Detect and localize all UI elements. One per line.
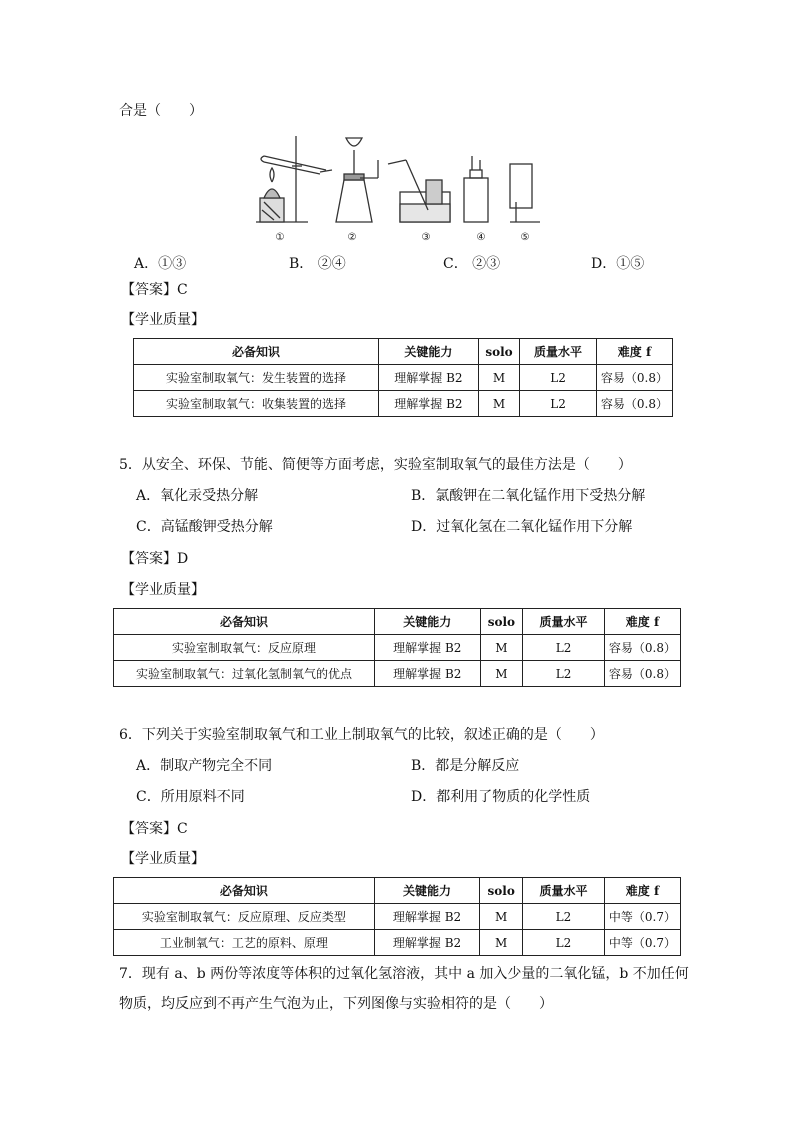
water-trough-icon — [388, 160, 450, 222]
table-cell: 理解掌握 B2 — [374, 930, 480, 956]
table-row — [134, 365, 673, 391]
conical-flask-icon — [336, 138, 378, 222]
table-cell: 容易（0.8） — [604, 661, 680, 687]
q6-option-a: A．制取产物完全不同 — [136, 758, 273, 774]
table-row — [114, 930, 681, 956]
q5-option-c: C．高锰酸钾受热分解 — [136, 519, 273, 535]
table-cell: 容易（0.8） — [596, 365, 672, 391]
header-cell: 关键能力 — [379, 339, 479, 365]
header-cell: solo — [480, 609, 523, 635]
q6-stem: 6．下列关于实验室制取氧气和工业上制取氧气的比较，叙述正确的是（ ） — [119, 727, 604, 743]
q4-stem-tail: 合是（ ） — [119, 103, 203, 119]
table-cell: L2 — [523, 661, 605, 687]
table-header-row — [134, 339, 673, 365]
table-cell: 容易（0.8） — [604, 635, 680, 661]
table-cell: 理解掌握 B2 — [379, 391, 479, 417]
header-cell: 质量水平 — [523, 609, 605, 635]
header-cell: 难度 f — [604, 609, 680, 635]
table-cell: 实验室制取氧气：过氧化氢制氧气的优点 — [114, 661, 375, 687]
q4-quality-label: 【学业质量】 — [121, 312, 205, 328]
q6-option-c: C．所用原料不同 — [136, 789, 245, 805]
q5-option-a: A．氧化汞受热分解 — [136, 488, 259, 504]
table-row — [134, 391, 673, 417]
table-cell: L2 — [520, 365, 597, 391]
header-cell: 必备知识 — [134, 339, 379, 365]
table-cell: M — [480, 904, 523, 930]
header-cell: solo — [480, 878, 523, 904]
table-cell: 实验室制取氧气：反应原理、反应类型 — [114, 904, 375, 930]
q4-option-d: D．①⑤ — [591, 256, 645, 272]
table-cell: 理解掌握 B2 — [374, 904, 480, 930]
figure-label-5: ⑤ — [520, 232, 530, 243]
q6-option-d: D．都利用了物质的化学性质 — [411, 789, 591, 805]
table-cell: L2 — [523, 930, 605, 956]
table-cell: 理解掌握 B2 — [375, 635, 480, 661]
figure-label-2: ② — [347, 232, 357, 243]
inverted-bottle-icon — [510, 164, 540, 222]
table-cell: 工业制氧气：工艺的原料、原理 — [114, 930, 375, 956]
q5-answer: 【答案】D — [121, 551, 189, 567]
q7-stem-line-2: 物质，均反应到不再产生气泡为止，下列图像与实验相符的是（ ） — [119, 996, 553, 1012]
heating-apparatus-icon — [256, 136, 332, 222]
gas-bottle-icon — [464, 156, 488, 222]
q4-answer: 【答案】C — [121, 282, 188, 298]
table-cell: 中等（0.7） — [604, 930, 680, 956]
header-cell: solo — [478, 339, 519, 365]
q6-quality-label: 【学业质量】 — [121, 851, 205, 867]
figure-label-3: ③ — [421, 232, 431, 243]
q5-stem: 5．从安全、环保、节能、简便等方面考虑，实验室制取氧气的最佳方法是（ ） — [119, 457, 632, 473]
table-cell: 实验室制取氧气：收集装置的选择 — [134, 391, 379, 417]
table-cell: L2 — [523, 635, 605, 661]
q6-quality-table — [113, 877, 681, 956]
table-cell: M — [480, 930, 523, 956]
table-cell: 理解掌握 B2 — [375, 661, 480, 687]
q7-stem-line-1: 7．现有 a、b 两份等浓度等体积的过氧化氢溶液，其中 a 加入少量的二氧化锰，b 不加任何 — [119, 966, 689, 982]
apparatus-figure — [250, 130, 550, 230]
header-cell: 质量水平 — [520, 339, 597, 365]
table-row — [114, 635, 681, 661]
q6-option-b: B．都是分解反应 — [411, 758, 520, 774]
table-cell: 实验室制取氧气：发生装置的选择 — [134, 365, 379, 391]
header-cell: 必备知识 — [114, 609, 375, 635]
header-cell: 关键能力 — [375, 609, 480, 635]
table-cell: 容易（0.8） — [596, 391, 672, 417]
table-header-row — [114, 878, 681, 904]
figure-label-1: ① — [275, 232, 285, 243]
q5-option-d: D．过氧化氢在二氧化锰作用下分解 — [411, 519, 633, 535]
header-cell: 关键能力 — [374, 878, 480, 904]
table-cell: L2 — [520, 391, 597, 417]
table-header-row — [114, 609, 681, 635]
figure-label-4: ④ — [476, 232, 486, 243]
q4-option-b: B． ②④ — [289, 256, 346, 272]
header-cell: 必备知识 — [114, 878, 375, 904]
q5-quality-table — [113, 608, 681, 687]
table-cell: M — [480, 635, 523, 661]
header-cell: 质量水平 — [523, 878, 605, 904]
table-cell: M — [478, 365, 519, 391]
q6-answer: 【答案】C — [121, 821, 188, 837]
table-cell: M — [478, 391, 519, 417]
table-cell: M — [480, 661, 523, 687]
table-cell: 理解掌握 B2 — [379, 365, 479, 391]
q5-option-b: B．氯酸钾在二氧化锰作用下受热分解 — [411, 488, 646, 504]
table-row — [114, 904, 681, 930]
q4-quality-table — [133, 338, 673, 417]
table-cell: 中等（0.7） — [604, 904, 680, 930]
table-cell: 实验室制取氧气：反应原理 — [114, 635, 375, 661]
q4-option-c: C． ②③ — [443, 256, 501, 272]
header-cell: 难度 f — [604, 878, 680, 904]
table-cell: L2 — [523, 904, 605, 930]
q5-quality-label: 【学业质量】 — [121, 582, 205, 598]
table-row — [114, 661, 681, 687]
q4-option-a: A．①③ — [134, 256, 187, 272]
header-cell: 难度 f — [596, 339, 672, 365]
